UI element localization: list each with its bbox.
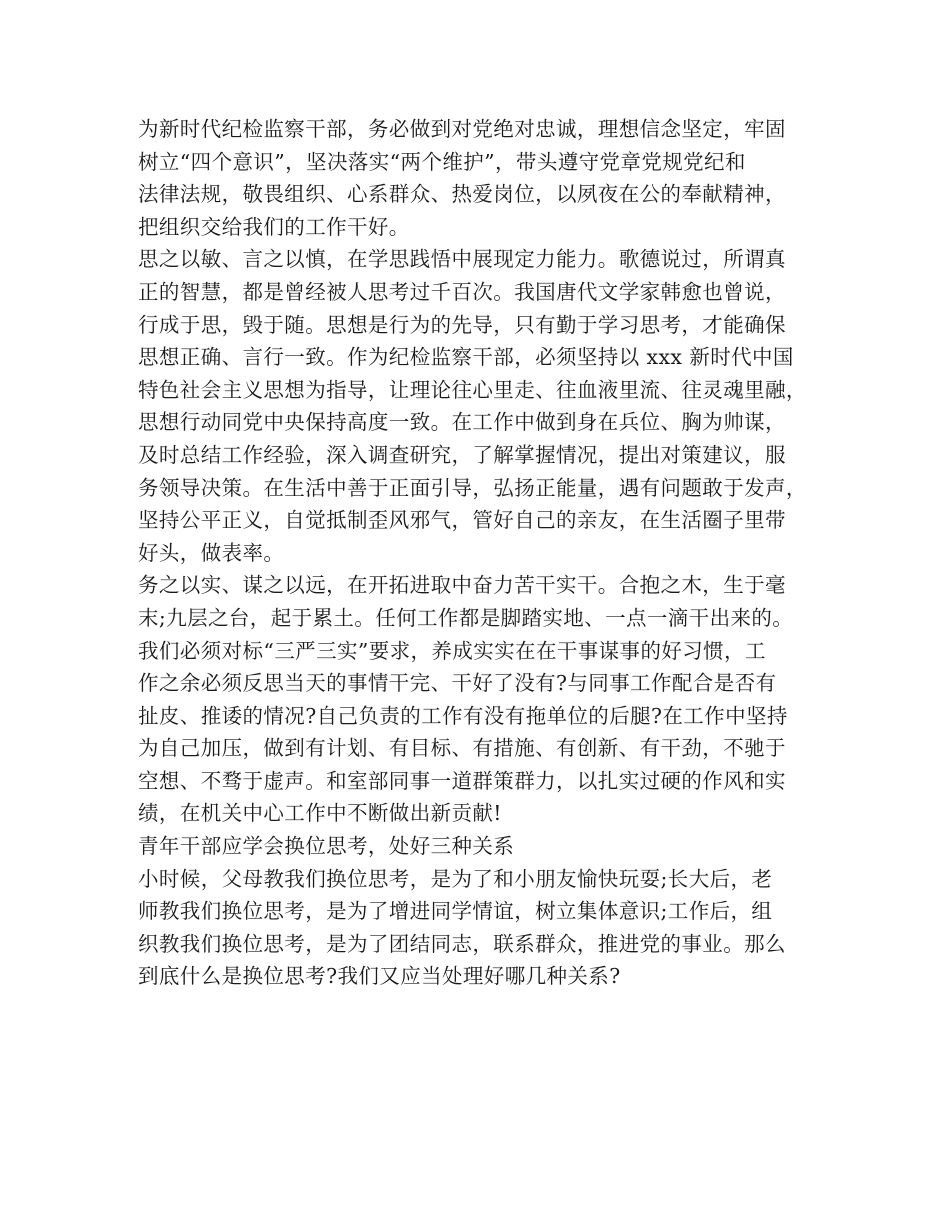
text-line: 思想正确、言行一致。作为纪检监察干部，必须坚持以 xxx 新时代中国 [138,345,794,370]
text-line: 务领导决策。在生活中善于正面引导，弘扬正能量，遇有问题敢于发声， [138,475,807,500]
text-line: 绩，在机关中心工作中不断做出新贡献! [138,801,502,826]
text-line: 师教我们换位思考，是为了增进同学情谊，树立集体意识;工作后，组 [138,899,773,924]
text-line: 扯皮、推诿的情况?自己负责的工作有没有拖单位的后腿?在工作中坚持 [138,703,788,728]
text-line: 到底什么是换位思考?我们又应当处理好哪几种关系? [138,964,621,989]
section-heading: 青年干部应学会换位思考，处好三种关系 [138,834,515,859]
text-line: 末;九层之台，起于累土。任何工作都是脚踏实地、一点一滴干出来的。 [138,605,794,630]
text-line: 我们必须对标“三严三实”要求，养成实实在在干事谋事的好习惯，工 [138,638,766,663]
text-line: 正的智慧，都是曾经被人思考过千百次。我国唐代文学家韩愈也曾说， [138,279,786,304]
text-line: 作之余必须反思当天的事情干完、干好了没有?与同事工作配合是否有 [138,671,777,696]
text-line: 坚持公平正义，自觉抵制歪风邪气，管好自己的亲友，在生活圈子里带 [138,508,786,533]
text-line: 思之以敏、言之以慎，在学思践悟中展现定力能力。歌德说过，所谓真 [138,247,786,272]
text-line: 思想行动同党中央保持高度一致。在工作中做到身在兵位、胸为帅谋， [138,410,786,435]
text-line: 为自己加压，做到有计划、有目标、有措施、有创新、有干劲，不驰于 [138,736,786,761]
text-line: 小时候，父母教我们换位思考，是为了和小朋友愉快玩耍;长大后，老 [138,866,773,891]
text-line: 及时总结工作经验，深入调查研究，了解掌握情况，提出对策建议，服 [138,442,786,467]
text-line: 为新时代纪检监察干部，务必做到对党绝对忠诚，理想信念坚定，牢固 [138,117,786,141]
document-body [138,113,838,993]
text-line: 把组织交给我们的工作干好。 [138,214,410,239]
text-line: 织教我们换位思考，是为了团结同志，联系群众，推进党的事业。那么 [138,931,786,956]
text-line: 空想、不骛于虚声。和室部同事一道群策群力，以扎实过硬的作风和实 [138,768,786,793]
text-line: 法律法规，敬畏组织、心系群众、热爱岗位，以夙夜在公的奉献精神， [138,182,786,207]
text-line: 树立“四个意识”，坚决落实“两个维护”，带头遵守党章党规党纪和 [138,149,746,174]
text-line: 特色社会主义思想为指导，让理论往心里走、往血液里流、往灵魂里融， [138,377,807,402]
text-line: 好头，做表率。 [138,540,285,565]
text-line: 行成于思，毁于随。思想是行为的先导，只有勤于学习思考，才能确保 [138,312,786,337]
text-line: 务之以实、谋之以远，在开拓进取中奋力苦干实干。合抱之木，生于毫 [138,573,786,598]
